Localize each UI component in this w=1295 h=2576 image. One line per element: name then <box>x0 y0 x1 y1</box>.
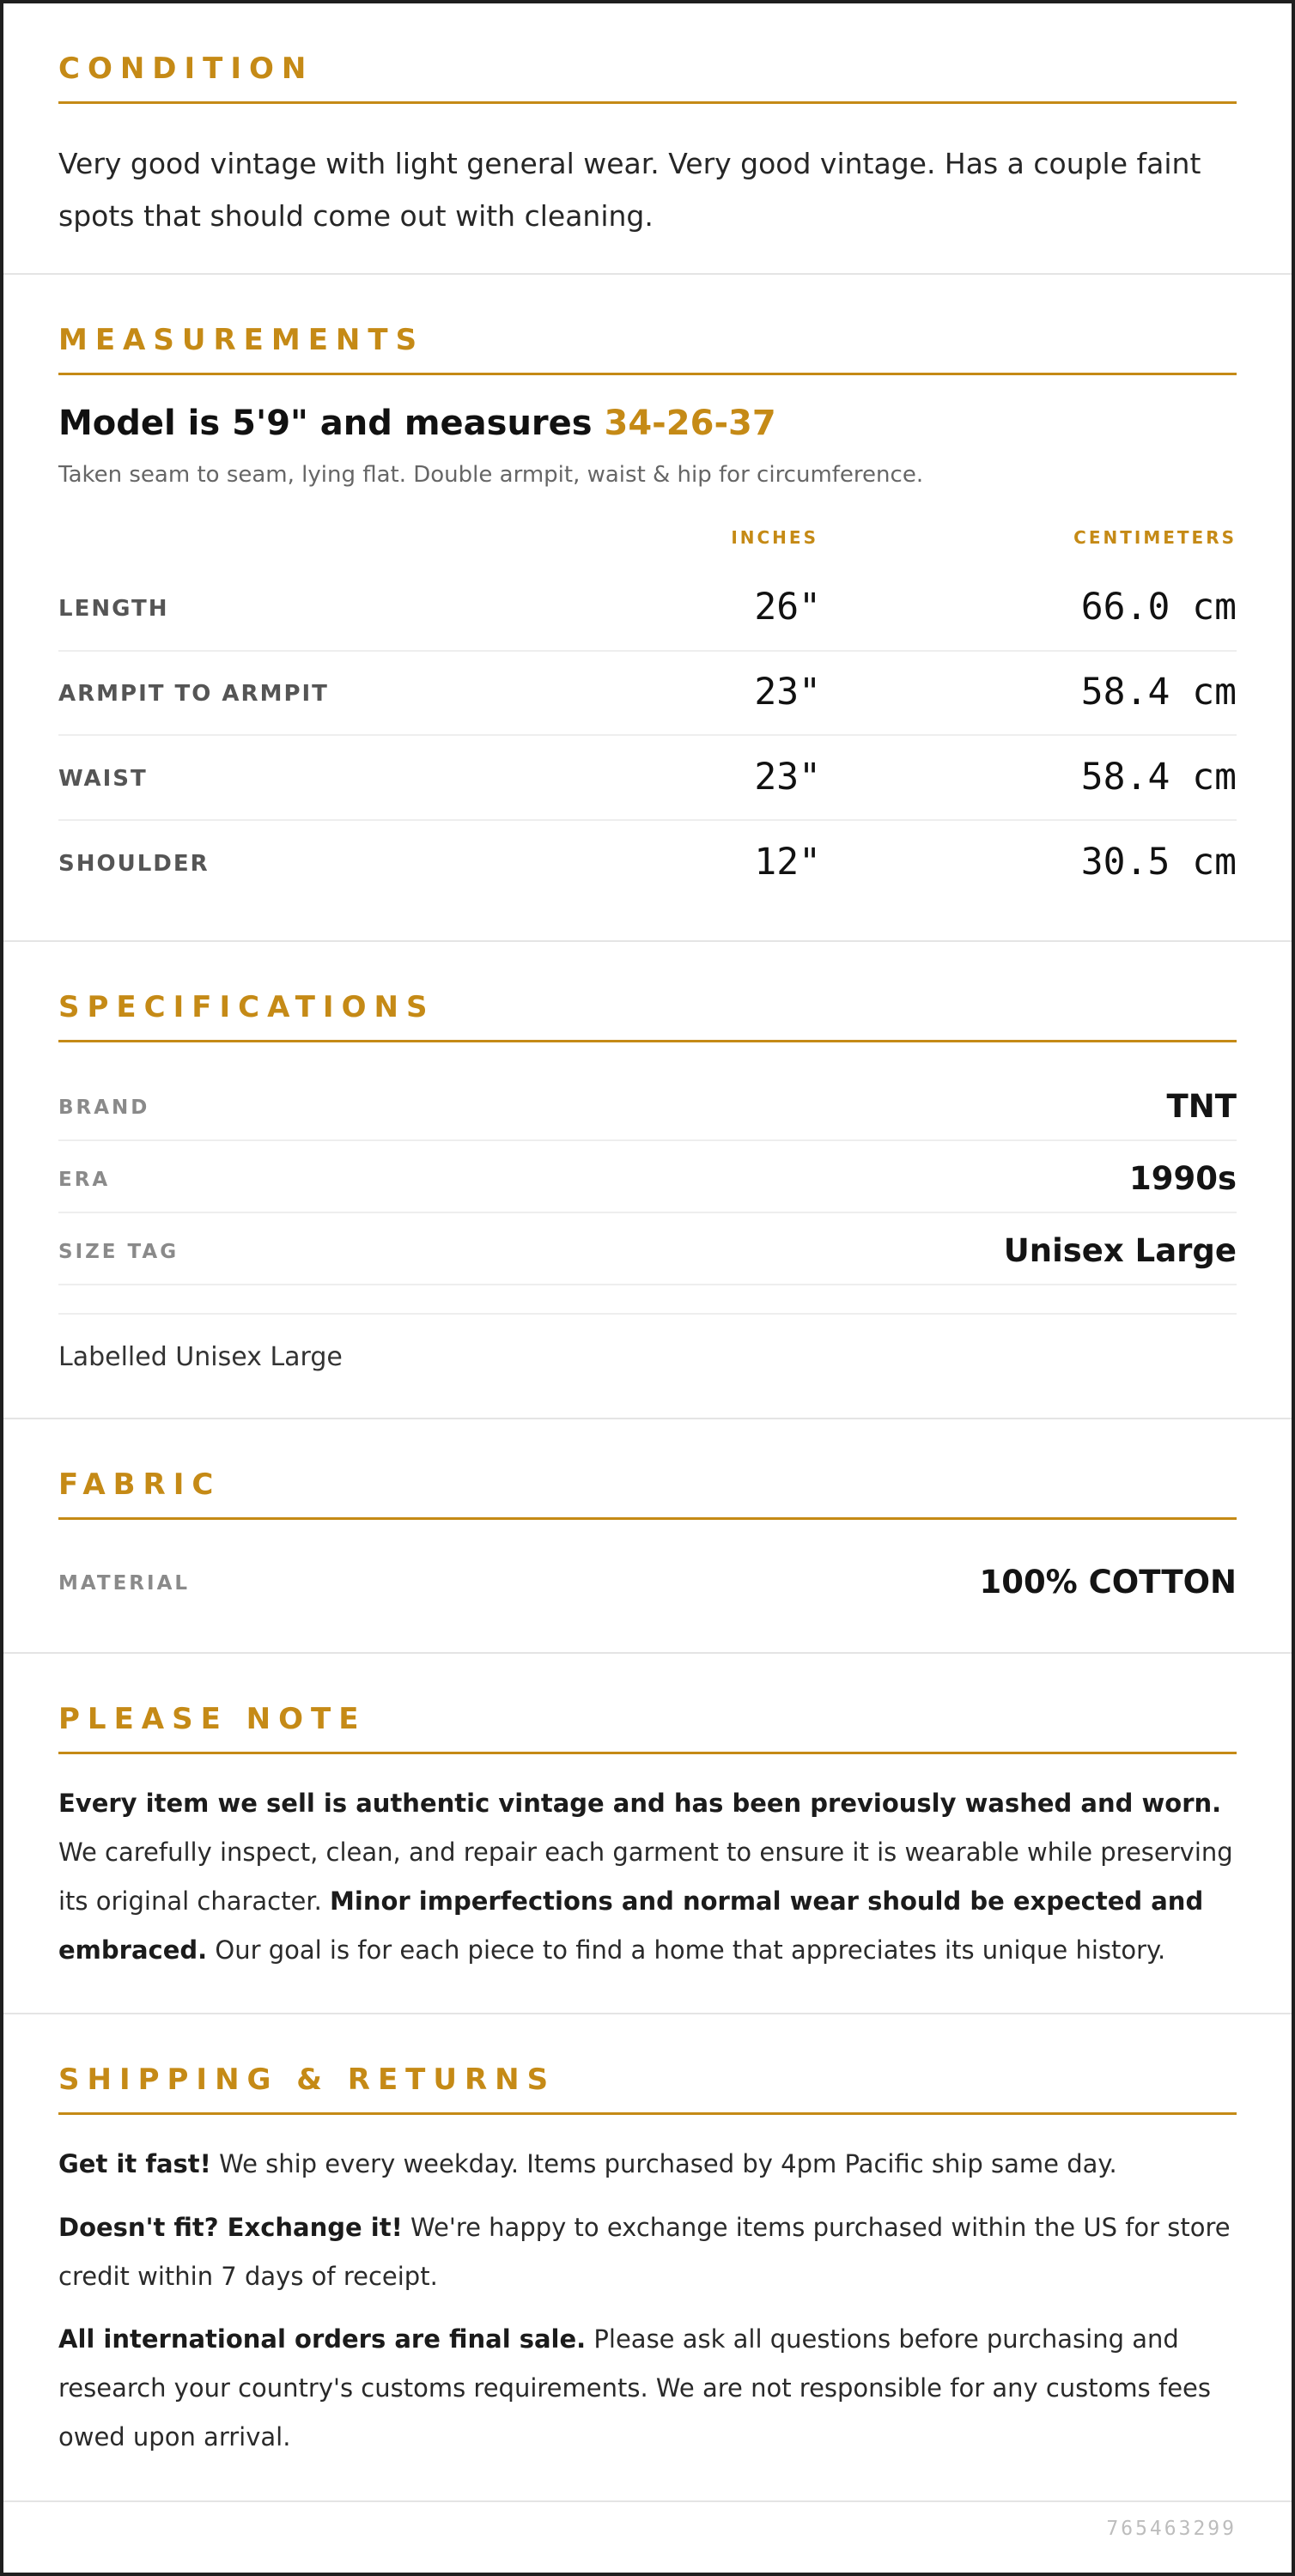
measurement-label: ARMPIT TO ARMPIT <box>58 681 329 707</box>
specifications-section <box>3 942 1292 1419</box>
shipping-paragraph-2 <box>58 2203 1237 2301</box>
shipping-p2-text: We're happy to exchange items purchased within the US for store credit within 7 days of receipt. <box>58 2213 1231 2291</box>
please-note-rule <box>58 1752 1237 1754</box>
condition-title: CONDITION <box>58 52 314 86</box>
row-divider <box>58 1139 1237 1141</box>
product-id: 765463299 <box>1106 2518 1237 2540</box>
condition-text: Very good vintage with light general wear. Very good vintage. Has a couple faint spots that should come out with cleaning. <box>58 147 1201 233</box>
model-info <box>58 404 776 443</box>
row-divider <box>58 1212 1237 1213</box>
row-divider <box>58 650 1237 652</box>
inches-header: INCHES <box>731 527 818 548</box>
spec-label-brand: BRAND <box>58 1097 150 1119</box>
spec-label-size-tag: SIZE TAG <box>58 1241 179 1263</box>
measurement-label: LENGTH <box>58 596 169 622</box>
shipping-p2-bold: Doesn't fit? Exchange it! <box>58 2213 403 2242</box>
measurement-label: WAIST <box>58 766 148 792</box>
fabric-section <box>3 1419 1292 1654</box>
please-note-text-1: We carefully inspect, clean, and repair each garment to ensure it is wearable while preserving its original character. <box>58 1838 1233 1916</box>
measurement-cm: 30.5 cm <box>1080 841 1237 884</box>
measurements-title: MEASUREMENTS <box>58 323 425 357</box>
specifications-title: SPECIFICATIONS <box>58 990 435 1024</box>
shipping-paragraph-1 <box>58 2140 1237 2189</box>
measurement-inches: 12" <box>754 841 821 884</box>
measurement-label: SHOULDER <box>58 851 210 877</box>
row-divider <box>58 819 1237 821</box>
shipping-section <box>3 2014 1292 2502</box>
shipping-paragraph-3 <box>58 2315 1237 2462</box>
model-text: Model is 5'9" and measures <box>58 404 605 443</box>
measurement-cm: 58.4 cm <box>1080 671 1237 714</box>
model-measure: 34-26-37 <box>604 404 776 443</box>
measurements-rule <box>58 373 1237 375</box>
centimeters-header: CENTIMETERS <box>1073 527 1237 548</box>
row-divider <box>58 1284 1237 1285</box>
spec-note: Labelled Unisex Large <box>58 1342 343 1372</box>
shipping-p3-bold: All international orders are final sale. <box>58 2324 587 2354</box>
shipping-title: SHIPPING & RETURNS <box>58 2063 556 2097</box>
condition-rule <box>58 101 1237 104</box>
please-note-section <box>3 1654 1292 2014</box>
measurement-cm: 58.4 cm <box>1080 756 1237 799</box>
spec-value-material: 100% COTTON <box>979 1564 1237 1601</box>
shipping-p3-text: Please ask all questions before purchasing and research your country's customs requirements. We are not responsible for any customs fees owed upon arrival. <box>58 2324 1211 2451</box>
spec-label-era: ERA <box>58 1169 111 1191</box>
shipping-p1-text: We ship every weekday. Items purchased by 4pm Pacific ship same day. <box>210 2149 1117 2178</box>
spec-value-era: 1990s <box>1128 1160 1237 1197</box>
please-note-text <box>58 1779 1237 1975</box>
please-note-text-2: Our goal is for each piece to find a home that appreciates its unique history. <box>207 1935 1166 1965</box>
spec-label-material: MATERIAL <box>58 1572 191 1595</box>
measurement-inches: 26" <box>754 586 821 629</box>
condition-section <box>3 3 1292 275</box>
row-divider <box>58 1313 1237 1315</box>
footer <box>58 2518 1237 2552</box>
please-note-title: PLEASE NOTE <box>58 1702 367 1736</box>
specifications-rule <box>58 1040 1237 1042</box>
shipping-p1-bold: Get it fast! <box>58 2149 211 2178</box>
please-note-bold-2: Minor imperfections and normal wear should be expected and embraced. <box>58 1886 1204 1965</box>
measurement-inches: 23" <box>754 671 821 714</box>
fabric-rule <box>58 1517 1237 1520</box>
please-note-bold-1: Every item we sell is authentic vintage and has been previously washed and worn. <box>58 1789 1222 1818</box>
measurements-section <box>3 275 1292 942</box>
measurements-note: Taken seam to seam, lying flat. Double armpit, waist & hip for circumference. <box>58 462 924 488</box>
shipping-rule <box>58 2112 1237 2115</box>
fabric-title: FABRIC <box>58 1467 222 1502</box>
row-divider <box>58 734 1237 736</box>
measurement-inches: 23" <box>754 756 821 799</box>
measurement-cm: 66.0 cm <box>1080 586 1237 629</box>
spec-value-brand: TNT <box>1166 1088 1237 1125</box>
spec-value-size-tag: Unisex Large <box>1003 1232 1237 1269</box>
